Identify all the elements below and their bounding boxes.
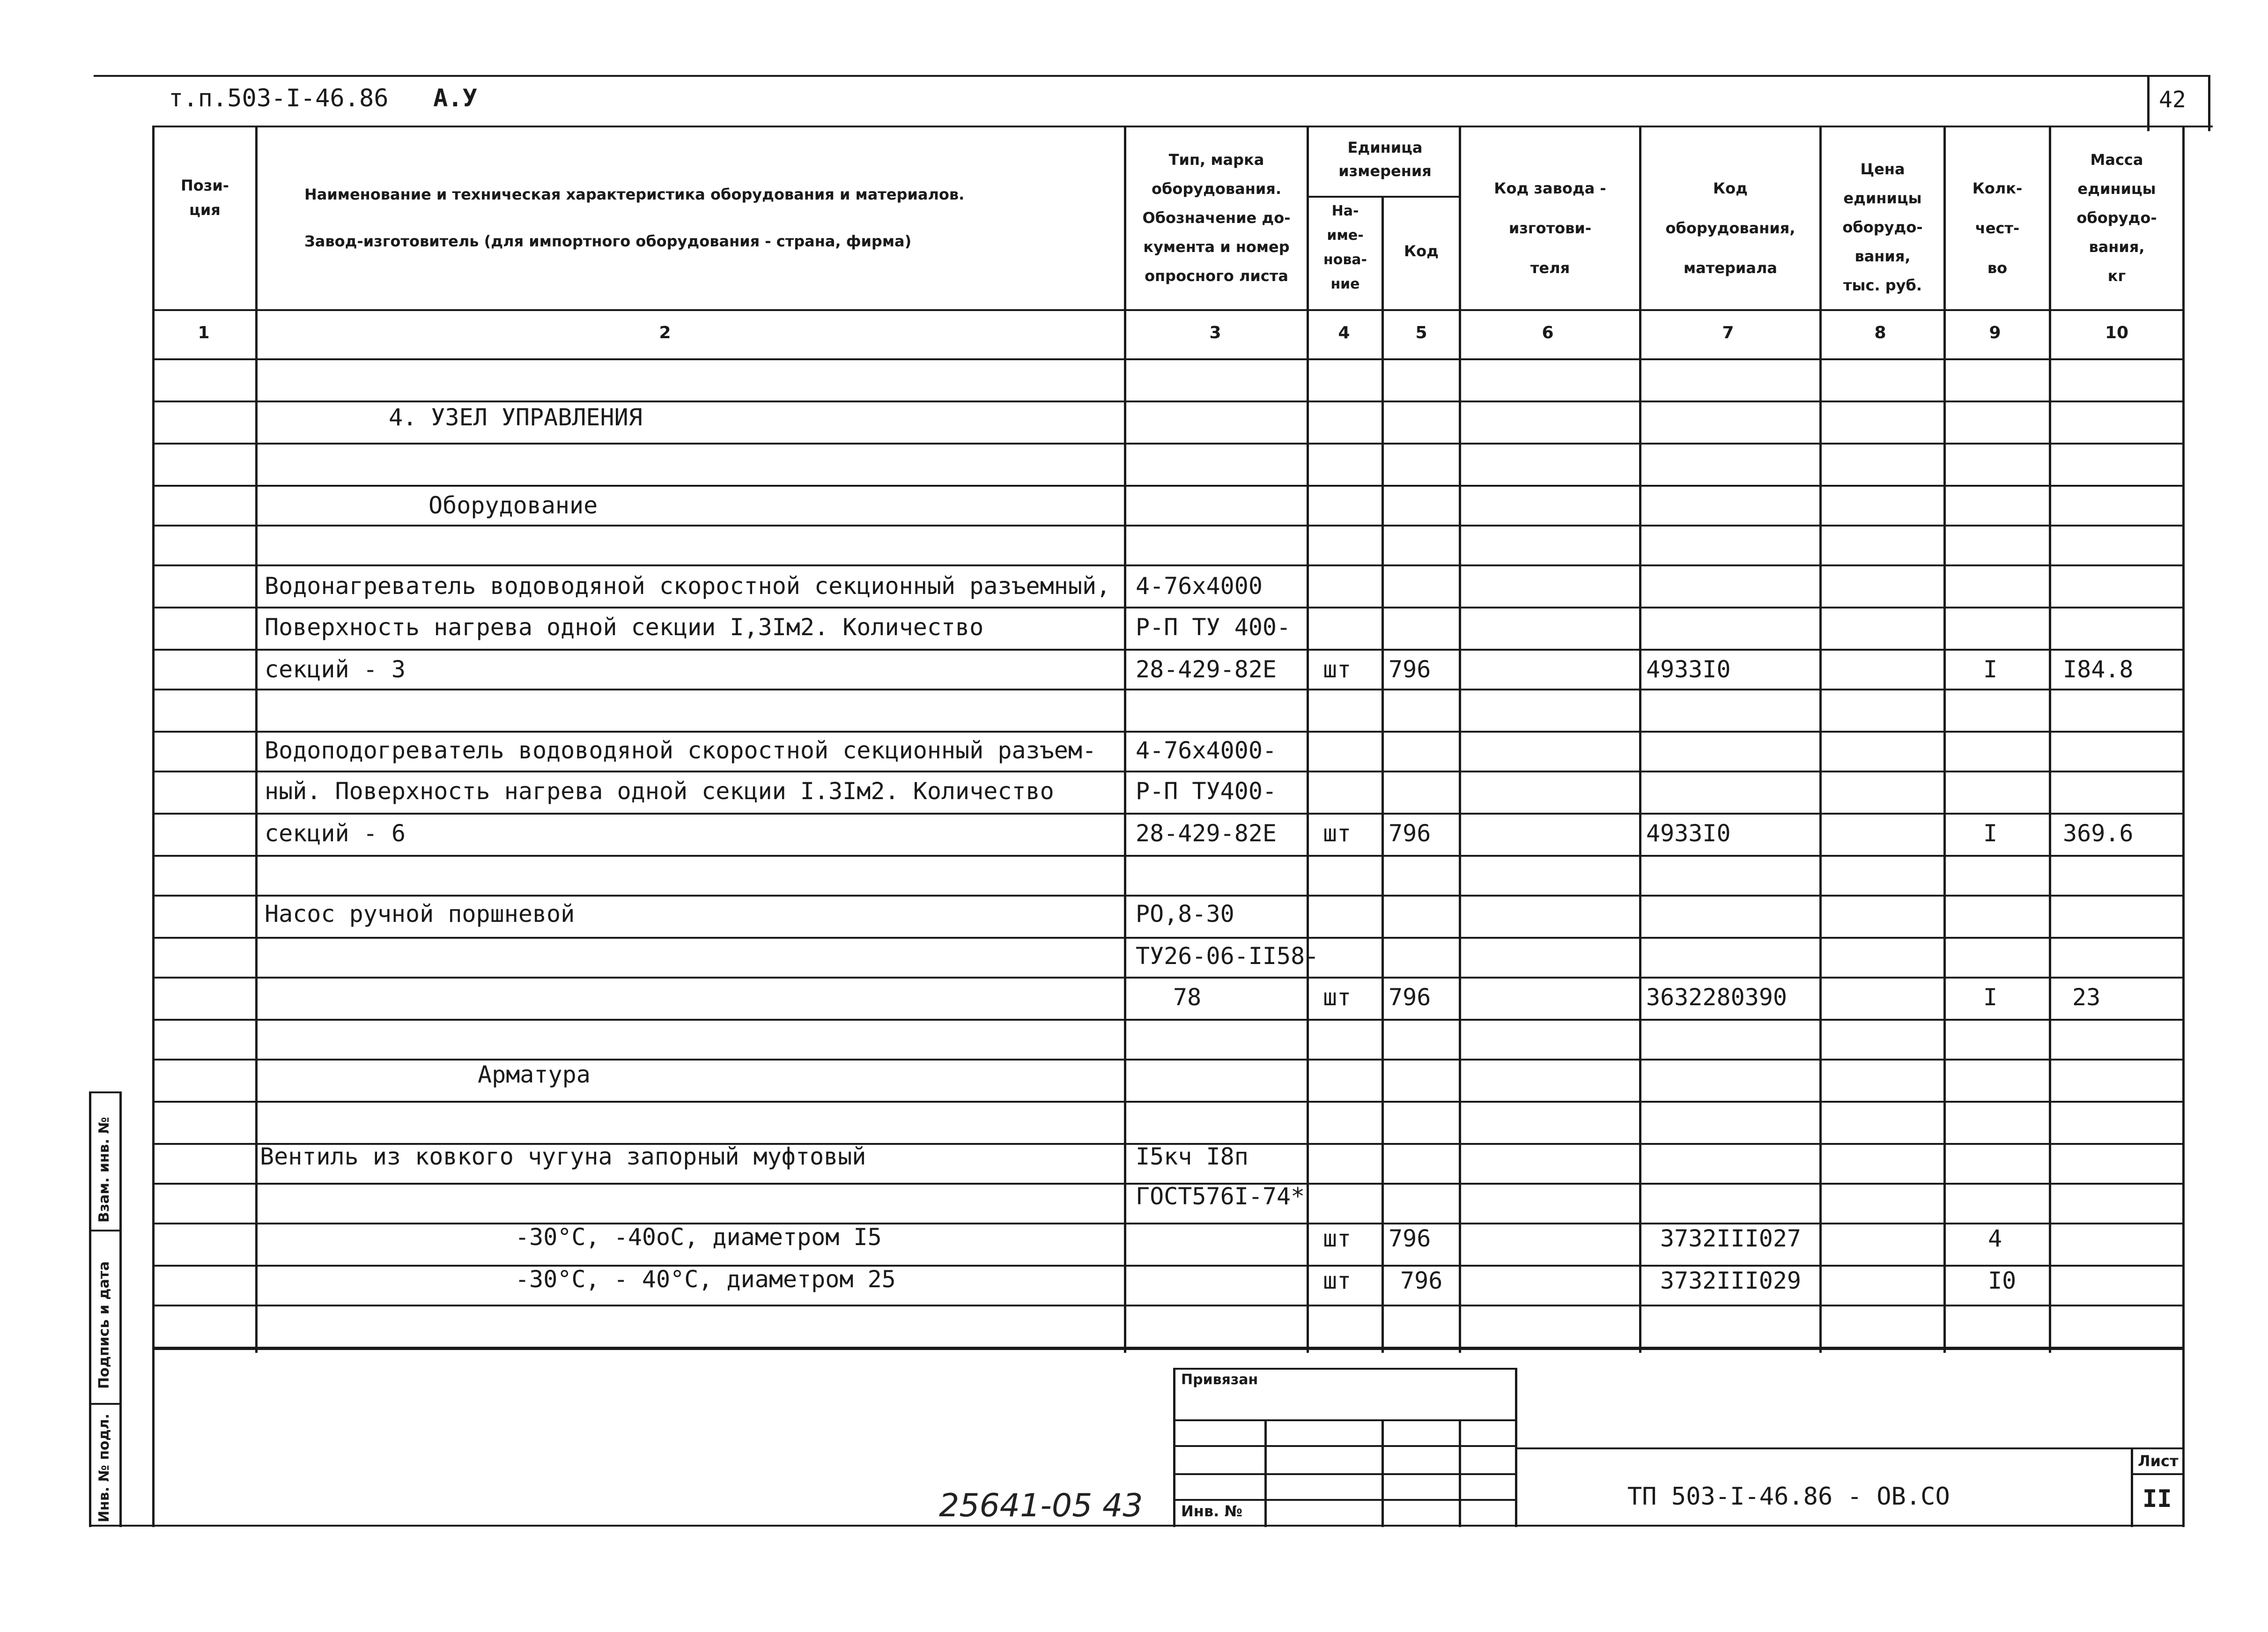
side-label-vzam: Взам. инв. № xyxy=(96,1117,112,1223)
colnum-10: 10 xyxy=(2105,323,2129,342)
stamp-box-rule xyxy=(1175,1445,1517,1447)
row-rule xyxy=(152,731,2185,733)
row-rule xyxy=(152,937,2185,939)
row-rule xyxy=(152,525,2185,527)
item4b-code: 3732III029 xyxy=(1660,1267,1802,1294)
col-sep-2 xyxy=(1124,126,1126,1353)
item3-type2: ТУ26-06-II58- xyxy=(1136,942,1319,970)
table-left-border xyxy=(152,126,155,1527)
row-rule xyxy=(152,1019,2185,1021)
item4-line1: Вентиль из ковкого чугуна запорный муфтовый xyxy=(260,1143,866,1170)
item1-type3: 28-429-82Е xyxy=(1136,656,1277,683)
side-strip-rule xyxy=(89,1230,122,1231)
item2-type1: 4-76х4000- xyxy=(1136,737,1277,764)
col-sep-3 xyxy=(1307,126,1309,1353)
doc-ref: т.п.503-I-46.86 xyxy=(169,84,389,112)
item3-mass: 23 xyxy=(2072,984,2101,1011)
col-sep-1 xyxy=(255,126,258,1353)
colnum-1: 1 xyxy=(198,323,210,342)
page-number: 42 xyxy=(2159,87,2186,113)
colnum-4: 4 xyxy=(1338,323,1350,342)
header-col8: Цена единицы оборудо- вания, тыс. руб. xyxy=(1842,160,1923,294)
equipment-heading: Оборудование xyxy=(428,492,598,519)
row-rule xyxy=(152,771,2185,772)
item4a-code: 3732III027 xyxy=(1660,1225,1802,1252)
col-sep-7 xyxy=(1819,126,1822,1353)
item1-code: 4933I0 xyxy=(1646,656,1731,683)
row-rule xyxy=(152,895,2185,897)
item4-type1: I5кч I8п xyxy=(1136,1143,1249,1170)
stamp-box-sep xyxy=(1381,1419,1384,1527)
side-strip-inner xyxy=(119,1091,122,1527)
page-number-box-right xyxy=(2208,75,2210,131)
row-rule xyxy=(152,1265,2185,1267)
side-strip-outer xyxy=(89,1091,91,1527)
colnum-6: 6 xyxy=(1542,323,1554,342)
item1-line2: Поверхность нагрева одной секции I,3Iм2. Количество xyxy=(265,614,984,641)
sheet-number: II xyxy=(2142,1485,2172,1513)
top-rule xyxy=(94,75,2210,77)
col-sep-8 xyxy=(1943,126,1946,1353)
row-rule xyxy=(152,977,2185,979)
item2-mass: 369.6 xyxy=(2063,820,2134,847)
stamp-box-sep xyxy=(1264,1419,1267,1527)
header-col5: Код xyxy=(1404,242,1439,260)
col-sep-5 xyxy=(1459,126,1461,1353)
item2-line3: секций - 6 xyxy=(265,820,406,847)
colnum-7: 7 xyxy=(1722,323,1734,342)
sheet-box-left xyxy=(2131,1447,2133,1527)
item2-type3: 28-429-82Е xyxy=(1136,820,1277,847)
title-block-rule xyxy=(1517,1447,2185,1449)
col-sep-9 xyxy=(2049,126,2051,1353)
handwritten-number: 25641-05 43 xyxy=(939,1487,1143,1524)
item4b-unit-code: 796 xyxy=(1400,1267,1443,1294)
header-col6: Код завода - изготови- теля xyxy=(1494,179,1606,277)
item2-type2: Р-П ТУ400- xyxy=(1136,778,1277,805)
row-rule xyxy=(152,1305,2185,1306)
album-ref: А.У xyxy=(433,84,477,112)
stamp-box-sep xyxy=(1459,1419,1461,1527)
item1-qty: I xyxy=(1983,656,1998,683)
item1-line1: Водонагреватель водоводяной скоростной секционный разъемный, xyxy=(265,572,1111,600)
item3-type3: 78 xyxy=(1173,984,1202,1011)
sheet-label: Лист xyxy=(2138,1452,2179,1470)
header-col9: Колк- чест- во xyxy=(1972,179,2023,277)
item3-type1: РО,8-30 xyxy=(1136,900,1234,927)
colnum-bottom-rule xyxy=(152,358,2185,360)
item3-line1: Насос ручной поршневой xyxy=(265,900,575,927)
item1-type2: Р-П ТУ 400- xyxy=(1136,614,1291,641)
table-top-border xyxy=(152,126,2213,127)
item4b-text: -30°С, - 40°С, диаметром 25 xyxy=(515,1266,896,1293)
item3-unit-code: 796 xyxy=(1389,984,1431,1011)
header-col1: Пози- ция xyxy=(180,177,229,219)
unit-group-rule xyxy=(1309,196,1461,198)
stamp-top-rule xyxy=(152,1348,2185,1350)
header-col7: Код оборудования, материала xyxy=(1665,179,1795,277)
stamp-box-rule xyxy=(1175,1499,1517,1501)
page-bottom-rule xyxy=(89,1525,2185,1527)
page-number-box-left xyxy=(2147,75,2150,131)
row-rule xyxy=(152,607,2185,608)
side-label-inv-orig: Инв. № подл. xyxy=(96,1413,112,1522)
item1-mass: I84.8 xyxy=(2063,656,2134,683)
item2-unit: шт xyxy=(1323,820,1352,847)
stamp-box-left xyxy=(1173,1368,1175,1527)
row-rule xyxy=(152,564,2185,566)
inv-label: Инв. № xyxy=(1181,1502,1242,1520)
item1-type1: 4-76х4000 xyxy=(1136,572,1263,600)
colnum-8: 8 xyxy=(1874,323,1886,342)
fittings-heading: Арматура xyxy=(478,1061,591,1088)
item1-line3: секций - 3 xyxy=(265,656,406,683)
row-rule xyxy=(152,485,2185,487)
header-col2: Наименование и техническая характеристика оборудования и материалов. Завод-изготовитель (для импортного оборудования - страна, фирма) xyxy=(304,185,965,250)
header-unit-group: Единица измерения xyxy=(1338,139,1432,180)
row-rule xyxy=(152,689,2185,690)
item2-code: 4933I0 xyxy=(1646,820,1731,847)
col-sep-6 xyxy=(1639,126,1641,1353)
item2-line2: ный. Поверхность нагрева одной секции I.3Iм2. Количество xyxy=(265,778,1054,805)
colnum-3: 3 xyxy=(1209,323,1221,342)
item4-type2: ГОСТ576I-74* xyxy=(1136,1183,1305,1210)
item4a-unit-code: 796 xyxy=(1389,1225,1431,1252)
colnum-9: 9 xyxy=(1989,323,2001,342)
row-rule xyxy=(152,813,2185,815)
row-rule xyxy=(152,401,2185,402)
side-strip-rule xyxy=(89,1403,122,1405)
stamp-box-rule xyxy=(1175,1473,1517,1475)
col-sep-4 xyxy=(1381,196,1384,1353)
row-rule xyxy=(152,649,2185,651)
row-rule xyxy=(152,1059,2185,1061)
item4b-unit: шт xyxy=(1323,1267,1352,1294)
item2-qty: I xyxy=(1983,820,1998,847)
header-bottom-rule xyxy=(152,309,2185,311)
row-rule xyxy=(152,1223,2185,1224)
item3-qty: I xyxy=(1983,984,1998,1011)
item4b-qty: I0 xyxy=(1988,1267,2017,1294)
stamp-box-top xyxy=(1175,1368,1517,1370)
header-col4: На- име- нова- ние xyxy=(1323,203,1367,292)
item4a-text: -30°С, -40оС, диаметром I5 xyxy=(515,1224,882,1251)
sheet-box-rule xyxy=(2131,1473,2185,1475)
item1-unit-code: 796 xyxy=(1389,656,1431,683)
item3-code: 3632280390 xyxy=(1646,984,1788,1011)
item4a-qty: 4 xyxy=(1988,1225,2002,1252)
side-strip-top xyxy=(89,1091,122,1093)
row-rule xyxy=(152,443,2185,445)
item2-unit-code: 796 xyxy=(1389,820,1431,847)
colnum-5: 5 xyxy=(1415,323,1427,342)
side-label-signature: Подпись и дата xyxy=(96,1261,112,1389)
item2-line1: Водоподогреватель водоводяной скоростной секционный разъем- xyxy=(265,737,1097,764)
header-col3: Тип, марка оборудования. Обозначение до- кумента и номер опросного листа xyxy=(1142,151,1291,285)
colnum-2: 2 xyxy=(659,323,671,342)
attached-label: Привязан xyxy=(1181,1372,1258,1388)
row-rule xyxy=(152,855,2185,857)
stamp-box-rule xyxy=(1175,1419,1517,1421)
section-title: 4. УЗЕЛ УПРАВЛЕНИЯ xyxy=(389,404,643,431)
doc-code: ТП 503-I-46.86 - ОВ.СО xyxy=(1627,1483,1950,1511)
row-rule xyxy=(152,1101,2185,1103)
table-right-border xyxy=(2182,126,2185,1527)
item3-unit: шт xyxy=(1323,984,1352,1011)
item4a-unit: шт xyxy=(1323,1225,1352,1252)
item1-unit: шт xyxy=(1323,656,1352,683)
header-col10: Масса единицы оборудо- вания, кг xyxy=(2076,151,2157,285)
